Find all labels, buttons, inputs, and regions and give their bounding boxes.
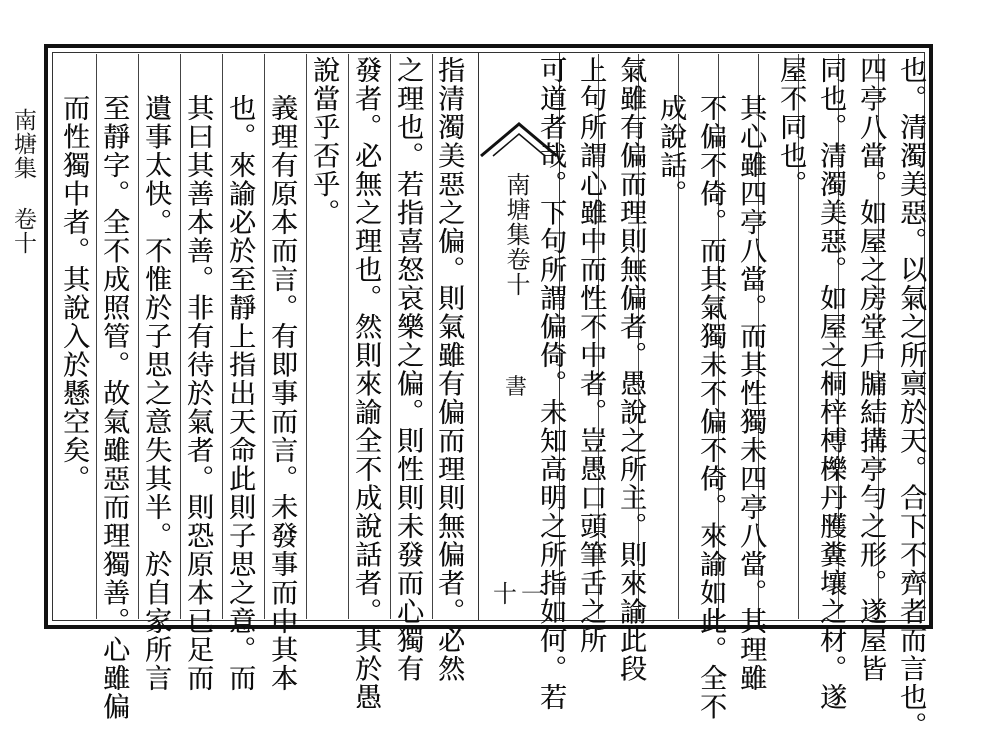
text-column: 可道者哉。下句所謂偏倚。未知高明之所指如何。若 <box>535 56 566 712</box>
text-column: 不偏不倚。而其氣獨未不偏不倚。來諭如此。全不 <box>695 94 726 721</box>
text-column: 之理也。若指喜怒哀樂之偏。則性則未發而心獨有 <box>392 56 423 683</box>
page-frame <box>44 44 933 740</box>
text-column: 遺事太快。不惟於子思之意失其半。於自家所言 <box>140 94 171 693</box>
side-book-title: 南塘集 卷十 <box>10 108 36 255</box>
center-book-title: 南塘集卷十 <box>502 172 530 297</box>
center-mark: 書 <box>505 375 528 400</box>
text-column: 其心雖四亭八當。而其性獨未四亭八當。其理雖 <box>735 94 766 693</box>
text-column: 成說話。 <box>655 94 686 208</box>
page-number: 十一 <box>493 580 549 608</box>
text-column: 義理有原本而言。有即事而言。未發事而中其本 <box>266 94 297 693</box>
text-column: 也。清濁美惡。以氣之所禀於天。合下不齊者而言也。 <box>895 56 926 740</box>
text-column: 四亭八當。如屋之房堂戶牖結搆亭勻之形。遂屋皆 <box>855 56 886 683</box>
text-column: 其曰其善本善。非有待於氣者。則恐原本已足而 <box>182 94 213 693</box>
text-column: 指清濁美惡之偏。則氣雖有偏而理則無偏者。必然 <box>433 56 464 683</box>
text-column: 發者。必無之理也。然則來諭全不成說話者。其於愚 <box>350 56 381 712</box>
left-page <box>48 48 478 721</box>
text-column: 氣雖有偏而理則無偏者。愚說之所主。則來諭此段 <box>615 56 646 683</box>
text-column: 上句所謂心雖中而性不中者。豈愚口頭筆舌之所 <box>575 56 606 655</box>
text-column: 而性獨中者。其說入於懸空矣。 <box>58 94 89 493</box>
text-column: 也。來諭必於至靜上指出天命此則子思之意。而 <box>224 94 255 693</box>
text-column: 至靜字。全不成照管。故氣雖惡而理獨善。心雖偏 <box>98 94 129 721</box>
text-column: 屋不同也。 <box>775 56 806 199</box>
right-page <box>535 48 929 740</box>
text-column: 說當乎否乎。 <box>308 56 339 227</box>
text-column: 同也。清濁美惡。如屋之桐梓榑櫟丹雘糞壤之材。遂 <box>815 56 846 712</box>
